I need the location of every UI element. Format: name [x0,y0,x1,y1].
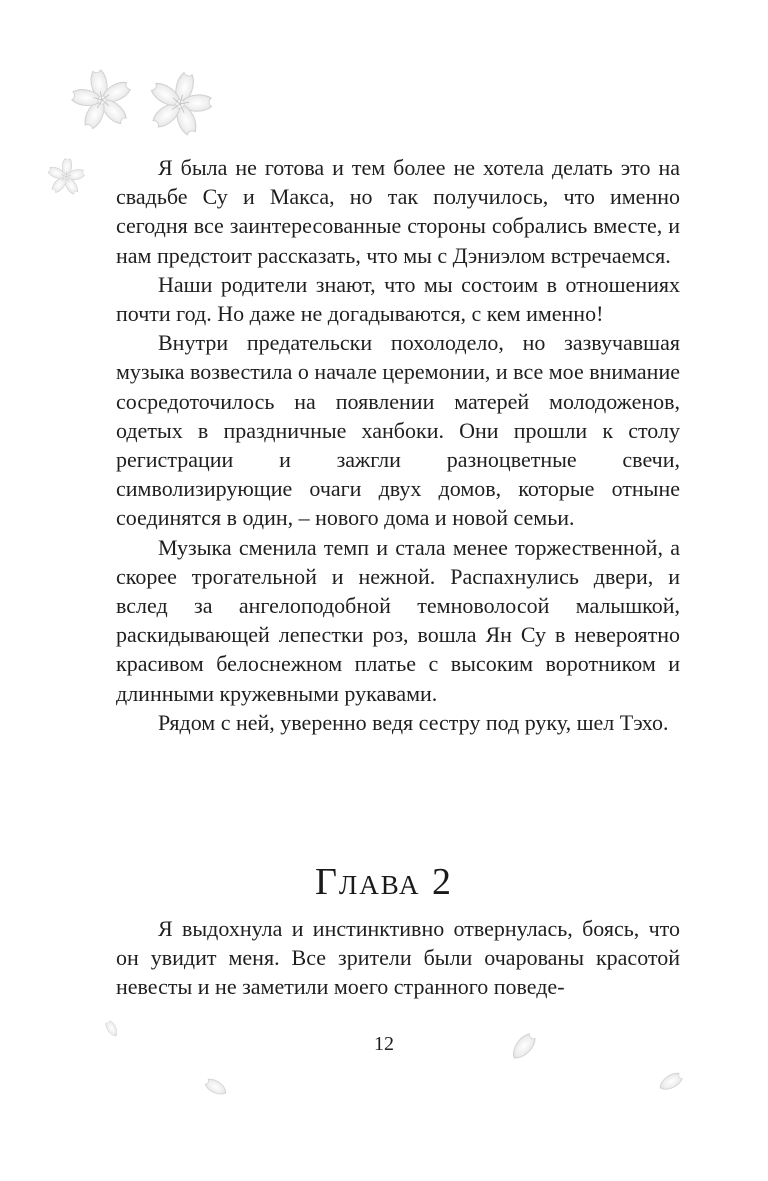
paragraph: Я выдохнула и инстинктивно отвернулась, боясь, что он увидит меня. Все зрители были очарованы красотой невесты и не заметили моего странного поведе- [116,916,680,1000]
petal-icon [657,1071,684,1094]
body-text [116,153,680,737]
paragraph: Я была не готова и тем более не хотела делать это на свадьбе Су и Макса, но так получилось, что именно сегодня все заинтересованные стороны собрались вместе, и нам предстоит рассказать, что мы с Дэниэлом встречаемся. [116,155,680,268]
flower-icon [66,65,137,134]
paragraph: Музыка сменила темп и стала менее торжественной, а скорее трогательной и нежной. Распахнулись двери, и вслед за ангелоподобной темноволосой малышкой, раскидывающей лепестки роз, вошла Ян Су в невероятно красивом белоснежном платье с высоким воротником и длинными кружевными рукавами. [116,534,680,706]
flower-icon [45,157,86,197]
chapter-title: Глава 2 [314,861,454,903]
chapter-body-text [116,914,680,1002]
petal-icon [204,1077,229,1098]
page-number: 12 [374,1033,394,1055]
flower-icon [141,65,220,141]
paragraph: Рядом с ней, уверенно ведя сестру под руку, шел Тэхо. [158,709,669,735]
paragraph: Наши родители знают, что мы состоим в отношениях почти год. Но даже не догадываются, с кем именно! [116,271,680,327]
paragraph: Внутри предательски похолодело, но зазвучавшая музыка возвестила о начале церемонии, и все мое внимание сосредоточилось на появлении матерей молодоженов, одетых в праздничные ханбоки. Они прошли к столу регистрации и зажгли разноцветные свечи, символизирующие очаги двух домов, которые отныне соединятся в один, – нового дома и новой семьи. [116,330,680,531]
